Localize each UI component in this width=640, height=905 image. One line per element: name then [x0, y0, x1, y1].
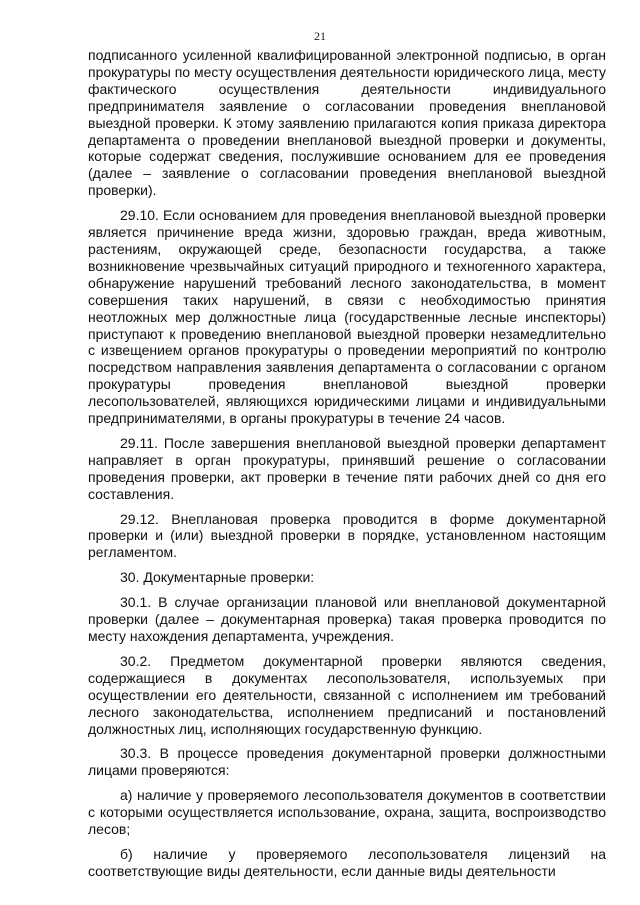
- paragraph-continuation: подписанного усиленной квалифицированной электронной подписью, в орган прокуратуры по месту осуществления деятельности юридического лица, месту фактического осуществления деятельности индивидуального предпринимателя заявление о согласовании проведения внеплановой выездной проверки. К этому заявлению прилагаются копия приказа директора департамента о проведении внеплановой выездной проверки и документы, которые содержат сведения, послужившие основанием для ее проведения (далее – заявление о согласовании проведения внеплановой выездной проверки).: [88, 47, 606, 199]
- paragraph-30: 30. Документарные проверки:: [120, 569, 315, 586]
- paragraph-29-11: 29.11. После завершения внеплановой выездной проверки департамент направляет в орган прокуратуры, принявший решение о согласовании проведения проверки, акт проверки в течение пяти рабочих дней со дня его составления.: [88, 434, 606, 502]
- paragraph-29-10: 29.10. Если основанием для проведения внеплановой выездной проверки является причинение вреда жизни, здоровью граждан, вреда животным, растениям, окружающей среде, безопасности государства, а также возникновение чрезвычайных ситуаций природного и техногенного характера, обнаружение нарушений требований лесного законодательства, в момент совершения таких нарушений, в связи с необходимостью принятия неотложных мер должностные лица (государственные лесные инспекторы) приступают к проведению внеплановой выездной проверки незамедлительно с извещением органов прокуратуры о проведении мероприятий по контролю посредством направления заявления департамента о согласовании с органом прокуратуры проведения внеплановой выездной проверки лесопользователей, являющихся юридическими лицами и индивидуальными предпринимателями, в органы прокуратуры в течение 24 часов.: [88, 207, 606, 427]
- paragraph-item-b: б) наличие у проверяемого лесопользователя лицензий на соответствующие виды деятельности, если данные виды деятельности: [88, 845, 606, 879]
- paragraph-30-2: 30.2. Предметом документарной проверки являются сведения, содержащиеся в документах лесопользователя, используемых при осуществлении его деятельности, связанной с исполнением им требований лесного законодательства, исполнением предписаний и постановлений должностных лиц, исполняющих государственную функцию.: [88, 652, 606, 737]
- paragraph-item-a: а) наличие у проверяемого лесопользователя документов в соответствии с которыми осуществляется использование, охрана, защита, воспроизводство лесов;: [88, 787, 606, 838]
- paragraph-30-3: 30.3. В процессе проведения документарной проверки должностными лицами проверяются:: [88, 745, 606, 779]
- paragraph-29-12: 29.12. Внеплановая проверка проводится в форме документарной проверки и (или) выездной проверки в порядке, установленном настоящим регламентом.: [88, 510, 606, 561]
- document-body: [88, 47, 606, 888]
- paragraph-30-1: 30.1. В случае организации плановой или внеплановой документарной проверки (далее – документарная проверка) такая проверка проводится по месту нахождения департамента, учреждения.: [88, 594, 606, 644]
- page-number: 21: [314, 29, 326, 43]
